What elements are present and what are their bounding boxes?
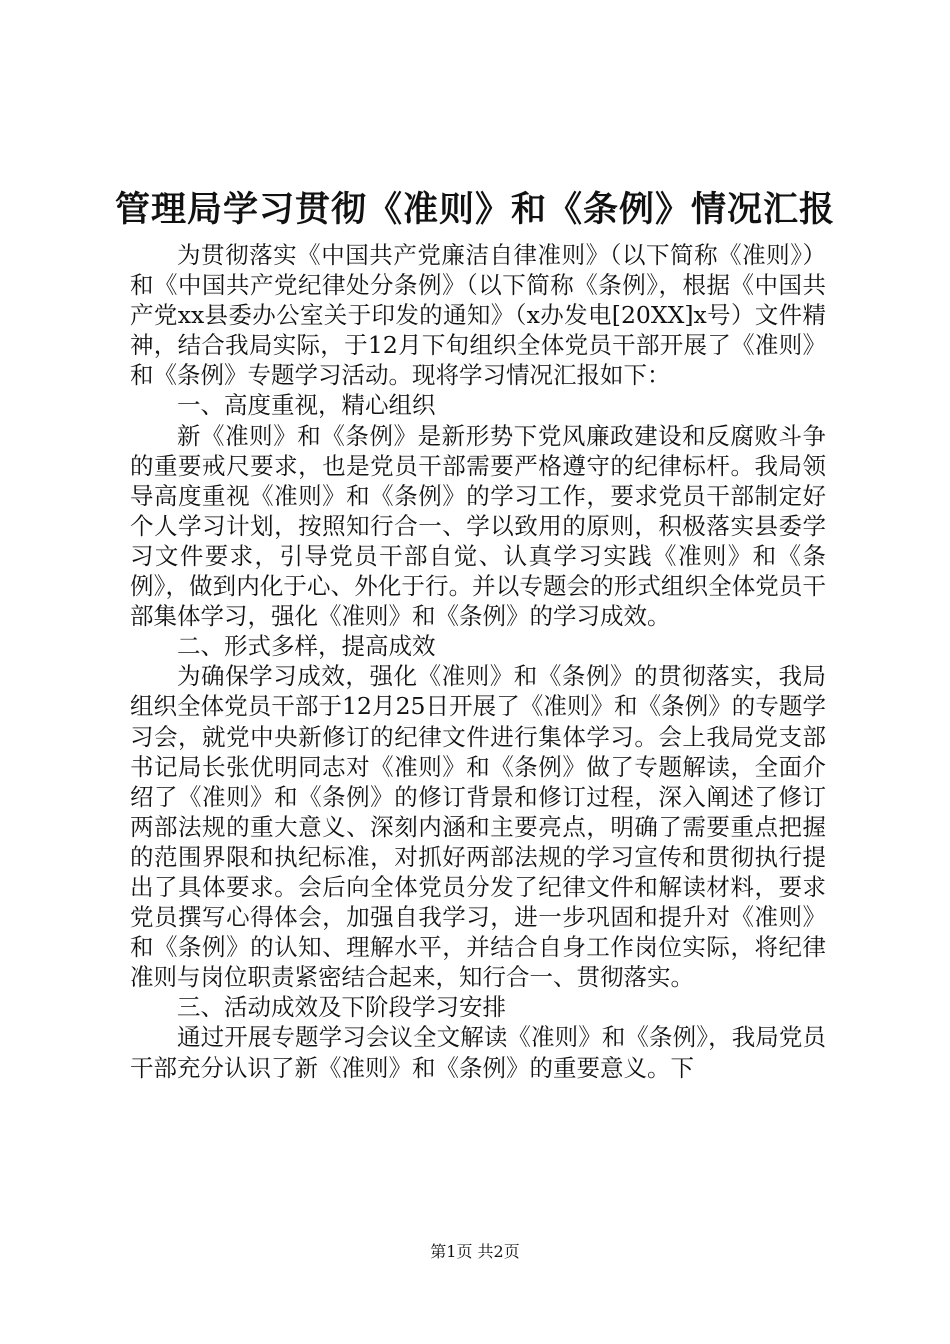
section-heading-1: 一、高度重视，精心组织 [177, 391, 436, 420]
section-3-paragraph: 通过开展专题学习会议全文解读《准则》和《条例》，我局党员干部充分认识了新《准则》和《条例》的重要意义。下 [130, 1023, 826, 1082]
intro-paragraph: 为贯彻落实《中国共产党廉洁自律准则》（以下简称《准则》）和《中国共产党纪律处分条例》（以下简称《条例》，根据《中国共产党xx县委办公室关于印发的通知》（x办发电[20XX]x号）文件精神，结合我局实际，于12月下旬组织全体党员干部开展了《准则》和《条例》专题学习活动。现将学习情况汇报如下： [130, 241, 826, 390]
section-heading-3: 三、活动成效及下阶段学习安排 [177, 993, 506, 1022]
section-1-paragraph: 新《准则》和《条例》是新形势下党风廉政建设和反腐败斗争的重要戒尺要求，也是党员干部需要严格遵守的纪律标杆。我局领导高度重视《准则》和《条例》的学习工作，要求党员干部制定好个人学习计划，按照知行合一、学以致用的原则，积极落实县委学习文件要求，引导党员干部自觉、认真学习实践《准则》和《条例》，做到内化于心、外化于行。并以专题会的形式组织全体党员干部集体学习，强化《准则》和《条例》的学习成效。 [130, 421, 826, 631]
page-footer: 第1页 共2页 [430, 1242, 520, 1261]
document-title: 管理局学习贯彻《准则》和《条例》情况汇报 [114, 189, 835, 230]
section-2-paragraph: 为确保学习成效，强化《准则》和《条例》的贯彻落实，我局组织全体党员干部于12月25日开展了《准则》和《条例》的专题学习会，就党中央新修订的纪律文件进行集体学习。会上我局党支部书记局长张优明同志对《准则》和《条例》做了专题解读，全面介绍了《准则》和《条例》的修订背景和修订过程，深入阐述了修订两部法规的重大意义、深刻内涵和主要亮点，明确了需要重点把握的范围界限和执纪标准，对抓好两部法规的学习宣传和贯彻执行提出了具体要求。会后向全体党员分发了纪律文件和解读材料，要求党员撰写心得体会，加强自我学习，进一步巩固和提升对《准则》和《条例》的认知、理解水平，并结合自身工作岗位实际，将纪律准则与岗位职责紧密结合起来，知行合一、贯彻落实。 [130, 662, 826, 992]
document-body [130, 240, 826, 1083]
section-heading-2: 二、形式多样，提高成效 [177, 632, 436, 661]
